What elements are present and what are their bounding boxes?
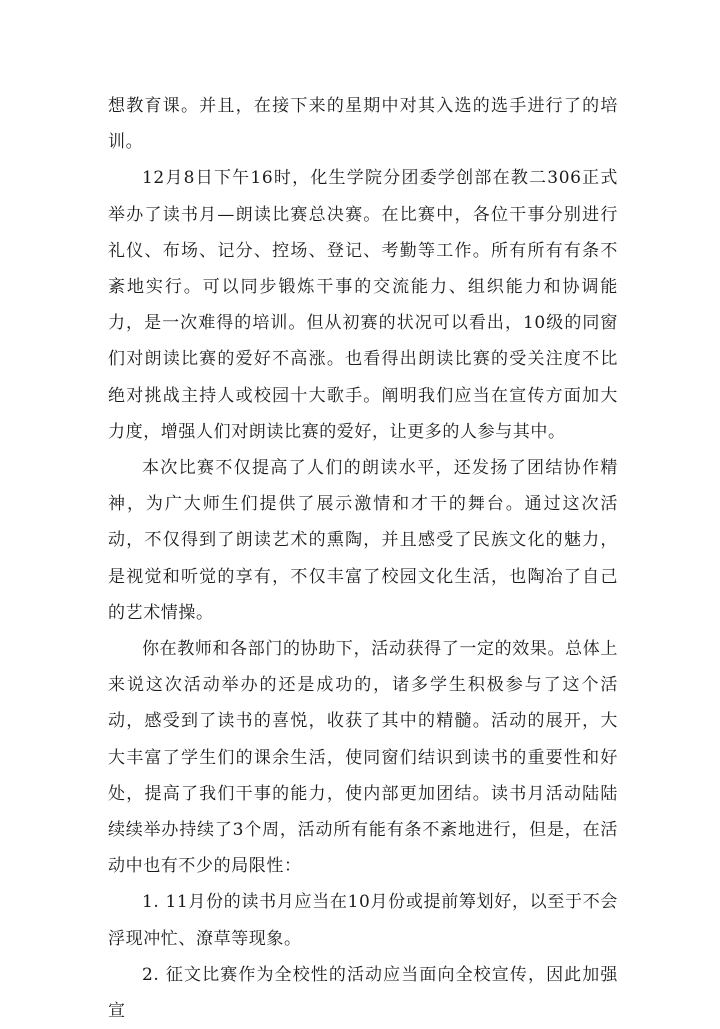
paragraph-significance: 本次比赛不仅提高了人们的朗读水平，还发扬了团结协作精神，为广大师生们提供了展示激情和才干的舞台。通过这次活动，不仅得到了朗读艺术的熏陶，并且感受了民族文化的魅力，是视觉和听觉的享有，不仅丰富了校园文化生活，也陶冶了自己的艺术情操。 <box>108 458 618 623</box>
paragraph-summary: 你在教师和各部门的协助下，活动获得了一定的效果。总体上来说这次活动举办的还是成功的，诸多学生积极参与了这个活动，感受到了读书的喜悦，收获了其中的精髓。活动的展开，大大丰富了学生们的课余生活，使同窗们结识到读书的重要性和好处，提高了我们干事的能力，使内部更加团结。读书月活动陆陆续续举办持续了3个周，活动所有能有条不紊地进行，但是，在活动中也有不少的局限性： <box>108 639 618 877</box>
paragraph-final-event: 12月8日下午16时，化生学院分团委学创部在教二306正式举办了读书月—朗读比赛总决赛。在比赛中，各位干事分别进行礼仪、布场、记分、控场、登记、考勤等工作。所有所有有条不紊地实行。可以同步锻炼干事的交流能力、组织能力和协调能力，是一次难得的培训。但从初赛的状况可以看出，10级的同窗们对朗读比赛的爱好不高涨。也看得出朗读比赛的受关注度不比绝对挑战主持人或校园十大歌手。阐明我们应当在宣传方面加大力度，增强人们对朗读比赛的爱好，让更多的人参与其中。 <box>108 168 618 442</box>
list-item-2: 2. 征文比赛作为全校性的活动应当面向全校宣传，因此加强宣 <box>108 964 618 1022</box>
paragraph-continuation: 想教育课。并且，在接下来的星期中对其入选的选手进行了的培训。 <box>108 96 618 153</box>
document-body <box>108 88 618 1029</box>
list-item-1: 1. 11月份的读书月应当在10月份或提前筹划好，以至于不会浮现冲忙、潦草等现象。 <box>108 892 618 949</box>
